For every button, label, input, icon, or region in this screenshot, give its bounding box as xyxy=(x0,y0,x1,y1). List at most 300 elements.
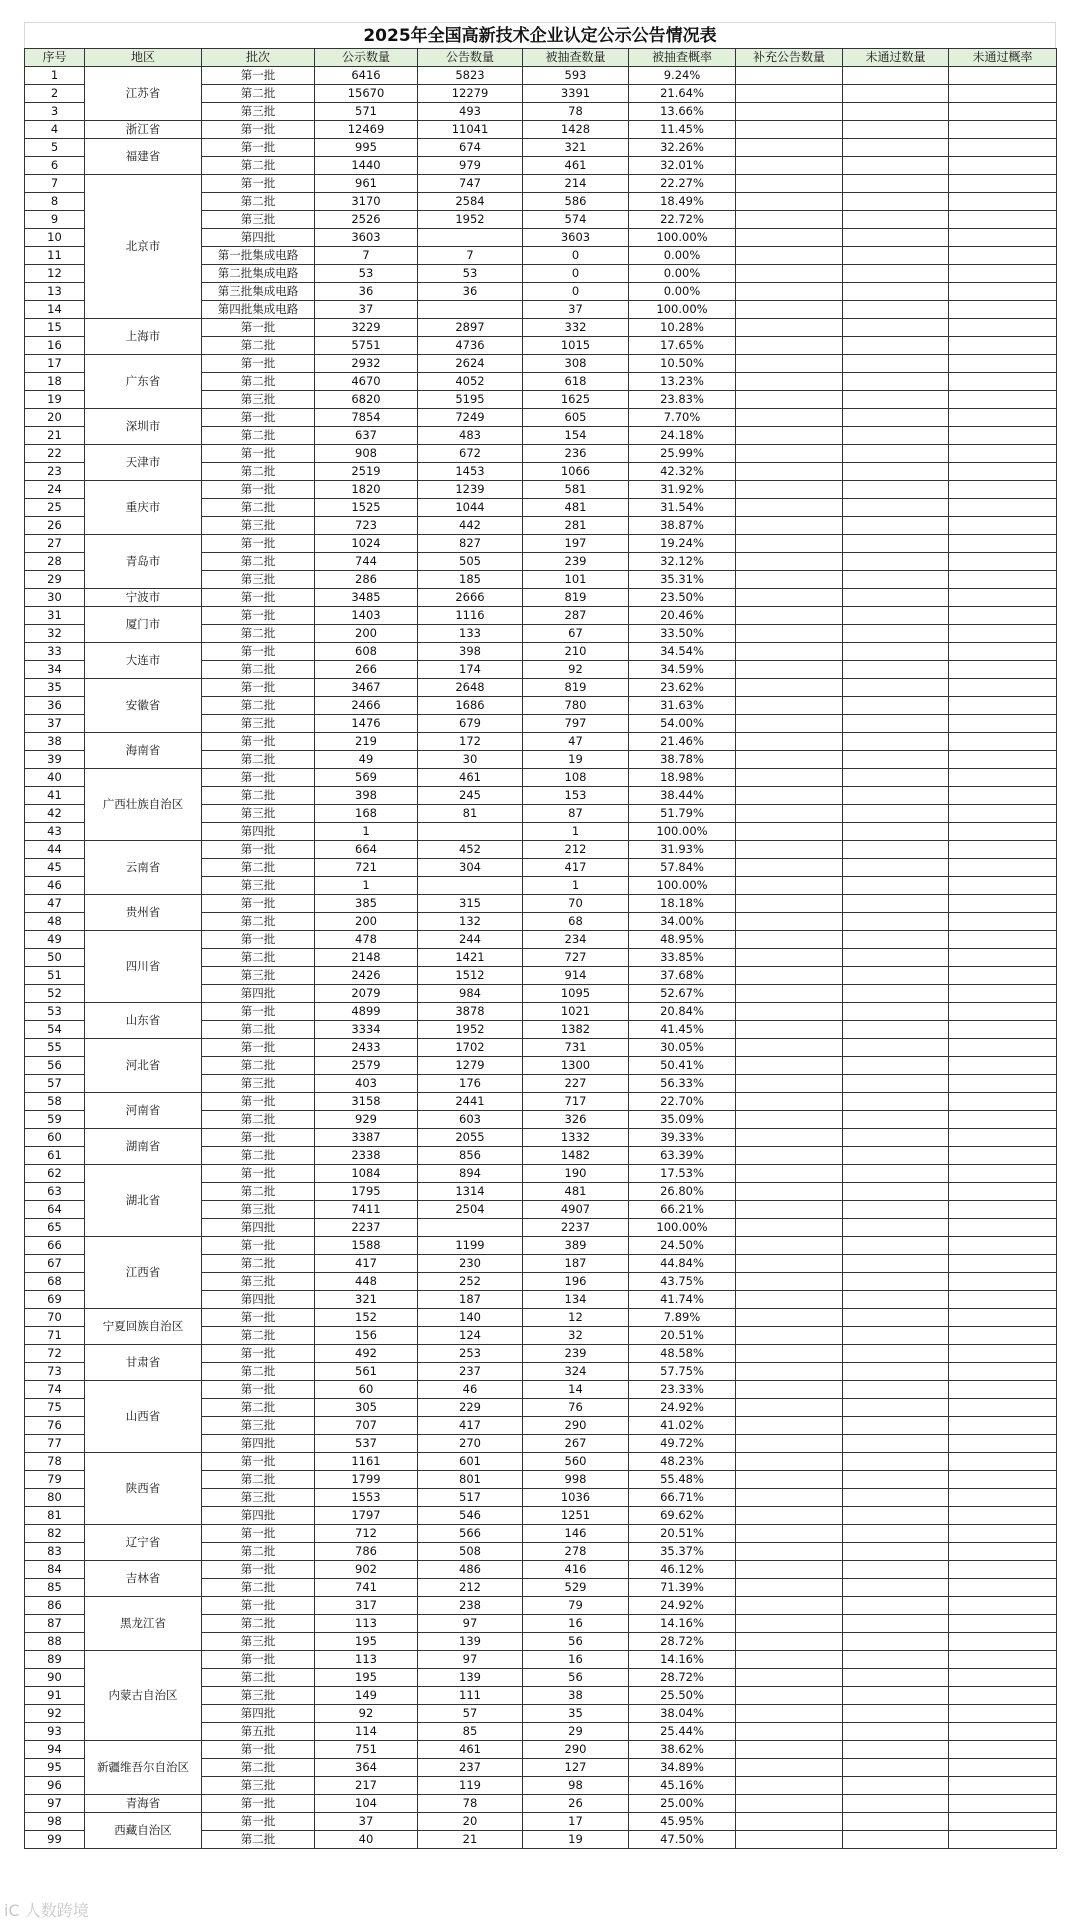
cell-batch: 第三批 xyxy=(202,715,315,733)
cell-sampled: 605 xyxy=(523,409,629,427)
cell-failed xyxy=(843,841,949,859)
cell-index: 16 xyxy=(25,337,85,355)
cell-batch: 第一批 xyxy=(202,1345,315,1363)
cell-failed xyxy=(843,769,949,787)
cell-sample-rate: 31.92% xyxy=(629,481,736,499)
cell-announced: 81 xyxy=(418,805,523,823)
cell-index: 92 xyxy=(25,1705,85,1723)
table-row xyxy=(25,607,1057,625)
cell-fail-rate xyxy=(949,1471,1057,1489)
cell-supplement xyxy=(736,1147,843,1165)
cell-region: 四川省 xyxy=(85,931,202,1003)
cell-sample-rate: 0.00% xyxy=(629,283,736,301)
cell-sampled: 326 xyxy=(523,1111,629,1129)
cell-announced: 139 xyxy=(418,1669,523,1687)
cell-fail-rate xyxy=(949,967,1057,985)
cell-batch: 第一批 xyxy=(202,769,315,787)
table-row xyxy=(25,1453,1057,1471)
cell-fail-rate xyxy=(949,1741,1057,1759)
cell-failed xyxy=(843,1309,949,1327)
cell-sample-rate: 71.39% xyxy=(629,1579,736,1597)
cell-batch: 第一批 xyxy=(202,535,315,553)
header-announced: 公告数量 xyxy=(418,49,523,67)
cell-supplement xyxy=(736,625,843,643)
table-row xyxy=(25,1165,1057,1183)
cell-index: 29 xyxy=(25,571,85,589)
cell-supplement xyxy=(736,841,843,859)
cell-failed xyxy=(843,1795,949,1813)
cell-supplement xyxy=(736,1489,843,1507)
cell-failed xyxy=(843,1759,949,1777)
cell-published: 929 xyxy=(315,1111,418,1129)
cell-batch: 第二批 xyxy=(202,373,315,391)
cell-index: 11 xyxy=(25,247,85,265)
cell-published: 398 xyxy=(315,787,418,805)
cell-announced: 237 xyxy=(418,1363,523,1381)
cell-failed xyxy=(843,1525,949,1543)
cell-supplement xyxy=(736,1615,843,1633)
cell-index: 70 xyxy=(25,1309,85,1327)
cell-failed xyxy=(843,1417,949,1435)
cell-batch: 第一批 xyxy=(202,679,315,697)
cell-announced: 97 xyxy=(418,1615,523,1633)
cell-batch: 第一批 xyxy=(202,1093,315,1111)
cell-batch: 第三批 xyxy=(202,103,315,121)
cell-supplement xyxy=(736,1165,843,1183)
cell-region: 青岛市 xyxy=(85,535,202,589)
cell-announced xyxy=(418,301,523,319)
cell-supplement xyxy=(736,1111,843,1129)
cell-fail-rate xyxy=(949,1093,1057,1111)
cell-sampled: 287 xyxy=(523,607,629,625)
cell-announced: 252 xyxy=(418,1273,523,1291)
cell-sample-rate: 17.65% xyxy=(629,337,736,355)
cell-supplement xyxy=(736,985,843,1003)
cell-fail-rate xyxy=(949,499,1057,517)
cell-failed xyxy=(843,1579,949,1597)
cell-announced: 1239 xyxy=(418,481,523,499)
cell-failed xyxy=(843,1363,949,1381)
cell-sample-rate: 9.24% xyxy=(629,67,736,85)
cell-fail-rate xyxy=(949,1795,1057,1813)
cell-failed xyxy=(843,1615,949,1633)
cell-published: 3485 xyxy=(315,589,418,607)
cell-sample-rate: 48.23% xyxy=(629,1453,736,1471)
cell-index: 77 xyxy=(25,1435,85,1453)
cell-failed xyxy=(843,1147,949,1165)
cell-failed xyxy=(843,697,949,715)
cell-failed xyxy=(843,445,949,463)
cell-sampled: 134 xyxy=(523,1291,629,1309)
cell-announced: 984 xyxy=(418,985,523,1003)
cell-fail-rate xyxy=(949,1399,1057,1417)
cell-supplement xyxy=(736,1543,843,1561)
cell-index: 42 xyxy=(25,805,85,823)
cell-sampled: 190 xyxy=(523,1165,629,1183)
cell-supplement xyxy=(736,427,843,445)
cell-fail-rate xyxy=(949,1003,1057,1021)
table-row xyxy=(25,589,1057,607)
cell-index: 14 xyxy=(25,301,85,319)
cell-failed xyxy=(843,517,949,535)
cell-failed xyxy=(843,157,949,175)
cell-supplement xyxy=(736,1777,843,1795)
cell-published: 744 xyxy=(315,553,418,571)
cell-sample-rate: 56.33% xyxy=(629,1075,736,1093)
cell-batch: 第二批 xyxy=(202,1255,315,1273)
cell-published: 1795 xyxy=(315,1183,418,1201)
cell-region: 辽宁省 xyxy=(85,1525,202,1561)
cell-announced: 46 xyxy=(418,1381,523,1399)
cell-sample-rate: 35.31% xyxy=(629,571,736,589)
cell-batch: 第二批 xyxy=(202,625,315,643)
cell-region: 深圳市 xyxy=(85,409,202,445)
cell-region: 黑龙江省 xyxy=(85,1597,202,1651)
cell-failed xyxy=(843,607,949,625)
cell-batch: 第一批 xyxy=(202,175,315,193)
cell-failed xyxy=(843,625,949,643)
cell-batch: 第五批 xyxy=(202,1723,315,1741)
cell-index: 25 xyxy=(25,499,85,517)
cell-index: 28 xyxy=(25,553,85,571)
cell-fail-rate xyxy=(949,121,1057,139)
cell-batch: 第二批 xyxy=(202,1327,315,1345)
cell-index: 89 xyxy=(25,1651,85,1669)
table-row xyxy=(25,895,1057,913)
cell-index: 82 xyxy=(25,1525,85,1543)
cell-supplement xyxy=(736,247,843,265)
cell-announced: 747 xyxy=(418,175,523,193)
cell-fail-rate xyxy=(949,103,1057,121)
cell-published: 1024 xyxy=(315,535,418,553)
cell-supplement xyxy=(736,1363,843,1381)
cell-sampled: 47 xyxy=(523,733,629,751)
cell-batch: 第二批 xyxy=(202,85,315,103)
cell-sampled: 308 xyxy=(523,355,629,373)
table-row xyxy=(25,931,1057,949)
cell-sampled: 92 xyxy=(523,661,629,679)
cell-sample-rate: 41.02% xyxy=(629,1417,736,1435)
cell-batch: 第二批 xyxy=(202,1543,315,1561)
cell-announced: 2648 xyxy=(418,679,523,697)
cell-sampled: 417 xyxy=(523,859,629,877)
cell-announced: 11041 xyxy=(418,121,523,139)
cell-supplement xyxy=(736,553,843,571)
table-row xyxy=(25,1795,1057,1813)
cell-announced: 603 xyxy=(418,1111,523,1129)
cell-sample-rate: 30.05% xyxy=(629,1039,736,1057)
cell-index: 61 xyxy=(25,1147,85,1165)
cell-failed xyxy=(843,1093,949,1111)
cell-supplement xyxy=(736,1561,843,1579)
cell-supplement xyxy=(736,1057,843,1075)
cell-published: 569 xyxy=(315,769,418,787)
cell-failed xyxy=(843,661,949,679)
cell-fail-rate xyxy=(949,67,1057,85)
cell-index: 96 xyxy=(25,1777,85,1795)
cell-batch: 第一批 xyxy=(202,355,315,373)
cell-sample-rate: 25.99% xyxy=(629,445,736,463)
cell-batch: 第四批 xyxy=(202,229,315,247)
cell-sample-rate: 66.71% xyxy=(629,1489,736,1507)
cell-index: 55 xyxy=(25,1039,85,1057)
cell-supplement xyxy=(736,535,843,553)
cell-failed xyxy=(843,1039,949,1057)
cell-sample-rate: 13.23% xyxy=(629,373,736,391)
cell-failed xyxy=(843,877,949,895)
cell-index: 4 xyxy=(25,121,85,139)
cell-fail-rate xyxy=(949,391,1057,409)
cell-sample-rate: 50.41% xyxy=(629,1057,736,1075)
cell-sample-rate: 10.28% xyxy=(629,319,736,337)
cell-published: 2079 xyxy=(315,985,418,1003)
cell-batch: 第三批 xyxy=(202,1417,315,1435)
cell-announced xyxy=(418,877,523,895)
cell-fail-rate xyxy=(949,823,1057,841)
cell-supplement xyxy=(736,823,843,841)
cell-fail-rate xyxy=(949,1453,1057,1471)
cell-index: 63 xyxy=(25,1183,85,1201)
cell-failed xyxy=(843,1831,949,1849)
cell-failed xyxy=(843,1399,949,1417)
cell-fail-rate xyxy=(949,229,1057,247)
cell-sample-rate: 48.58% xyxy=(629,1345,736,1363)
cell-published: 114 xyxy=(315,1723,418,1741)
cell-announced: 483 xyxy=(418,427,523,445)
cell-batch: 第一批 xyxy=(202,445,315,463)
cell-published: 40 xyxy=(315,1831,418,1849)
cell-region: 上海市 xyxy=(85,319,202,355)
cell-index: 85 xyxy=(25,1579,85,1597)
cell-batch: 第一批 xyxy=(202,931,315,949)
cell-index: 23 xyxy=(25,463,85,481)
table-row xyxy=(25,67,1057,85)
cell-announced: 237 xyxy=(418,1759,523,1777)
cell-announced: 486 xyxy=(418,1561,523,1579)
cell-index: 31 xyxy=(25,607,85,625)
cell-failed xyxy=(843,1075,949,1093)
cell-announced: 111 xyxy=(418,1687,523,1705)
cell-index: 64 xyxy=(25,1201,85,1219)
cell-sampled: 236 xyxy=(523,445,629,463)
cell-supplement xyxy=(736,391,843,409)
cell-supplement xyxy=(736,1507,843,1525)
cell-sample-rate: 39.33% xyxy=(629,1129,736,1147)
cell-batch: 第一批 xyxy=(202,1381,315,1399)
cell-sample-rate: 34.59% xyxy=(629,661,736,679)
cell-sampled: 1482 xyxy=(523,1147,629,1165)
cell-sampled: 12 xyxy=(523,1309,629,1327)
table-row xyxy=(25,409,1057,427)
table-row xyxy=(25,121,1057,139)
cell-fail-rate xyxy=(949,1543,1057,1561)
cell-index: 27 xyxy=(25,535,85,553)
cell-index: 33 xyxy=(25,643,85,661)
header-failed: 未通过数量 xyxy=(843,49,949,67)
cell-published: 364 xyxy=(315,1759,418,1777)
cell-fail-rate xyxy=(949,1273,1057,1291)
cell-sampled: 0 xyxy=(523,265,629,283)
cell-index: 88 xyxy=(25,1633,85,1651)
cell-batch: 第一批 xyxy=(202,1651,315,1669)
cell-region: 宁夏回族自治区 xyxy=(85,1309,202,1345)
cell-batch: 第二批 xyxy=(202,499,315,517)
cell-batch: 第一批 xyxy=(202,1597,315,1615)
cell-supplement xyxy=(736,1723,843,1741)
cell-published: 1440 xyxy=(315,157,418,175)
cell-fail-rate xyxy=(949,445,1057,463)
cell-sampled: 290 xyxy=(523,1741,629,1759)
cell-batch: 第一批 xyxy=(202,607,315,625)
cell-published: 723 xyxy=(315,517,418,535)
cell-announced: 2055 xyxy=(418,1129,523,1147)
cell-failed xyxy=(843,85,949,103)
cell-failed xyxy=(843,1345,949,1363)
cell-published: 571 xyxy=(315,103,418,121)
cell-batch: 第一批 xyxy=(202,589,315,607)
cell-failed xyxy=(843,337,949,355)
cell-sampled: 1 xyxy=(523,877,629,895)
cell-published: 2338 xyxy=(315,1147,418,1165)
cell-batch: 第三批 xyxy=(202,805,315,823)
cell-announced: 674 xyxy=(418,139,523,157)
cell-failed xyxy=(843,1489,949,1507)
cell-index: 49 xyxy=(25,931,85,949)
cell-batch: 第三批 xyxy=(202,211,315,229)
cell-sampled: 78 xyxy=(523,103,629,121)
cell-sampled: 1015 xyxy=(523,337,629,355)
cell-region: 厦门市 xyxy=(85,607,202,643)
cell-failed xyxy=(843,1651,949,1669)
cell-batch: 第三批 xyxy=(202,1075,315,1093)
cell-published: 2148 xyxy=(315,949,418,967)
cell-index: 24 xyxy=(25,481,85,499)
cell-index: 19 xyxy=(25,391,85,409)
cell-failed xyxy=(843,103,949,121)
cell-sample-rate: 63.39% xyxy=(629,1147,736,1165)
cell-region: 河南省 xyxy=(85,1093,202,1129)
cell-batch: 第一批 xyxy=(202,1813,315,1831)
cell-fail-rate xyxy=(949,1579,1057,1597)
cell-fail-rate xyxy=(949,1507,1057,1525)
cell-failed xyxy=(843,121,949,139)
cell-region: 新疆维吾尔自治区 xyxy=(85,1741,202,1795)
cell-sample-rate: 20.51% xyxy=(629,1525,736,1543)
cell-batch: 第一批 xyxy=(202,409,315,427)
cell-supplement xyxy=(736,859,843,877)
cell-failed xyxy=(843,1597,949,1615)
cell-published: 286 xyxy=(315,571,418,589)
cell-index: 38 xyxy=(25,733,85,751)
cell-fail-rate xyxy=(949,247,1057,265)
cell-announced: 566 xyxy=(418,1525,523,1543)
cell-published: 448 xyxy=(315,1273,418,1291)
cell-fail-rate xyxy=(949,697,1057,715)
cell-announced: 1116 xyxy=(418,607,523,625)
cell-announced: 4736 xyxy=(418,337,523,355)
cell-index: 78 xyxy=(25,1453,85,1471)
cell-sample-rate: 55.48% xyxy=(629,1471,736,1489)
cell-published: 317 xyxy=(315,1597,418,1615)
cell-region: 北京市 xyxy=(85,175,202,319)
table-title: 2025年全国高新技术企业认定公示公告情况表 xyxy=(24,22,1056,48)
cell-batch: 第二批 xyxy=(202,1363,315,1381)
cell-batch: 第一批 xyxy=(202,1003,315,1021)
cell-announced: 85 xyxy=(418,1723,523,1741)
cell-batch: 第二批 xyxy=(202,553,315,571)
cell-index: 74 xyxy=(25,1381,85,1399)
cell-supplement xyxy=(736,679,843,697)
cell-failed xyxy=(843,1327,949,1345)
cell-sampled: 197 xyxy=(523,535,629,553)
cell-fail-rate xyxy=(949,913,1057,931)
cell-sampled: 29 xyxy=(523,1723,629,1741)
cell-fail-rate xyxy=(949,319,1057,337)
cell-sample-rate: 38.62% xyxy=(629,1741,736,1759)
cell-region: 宁波市 xyxy=(85,589,202,607)
cell-fail-rate xyxy=(949,211,1057,229)
cell-published: 7854 xyxy=(315,409,418,427)
cell-failed xyxy=(843,427,949,445)
cell-announced: 508 xyxy=(418,1543,523,1561)
cell-batch: 第三批 xyxy=(202,517,315,535)
cell-failed xyxy=(843,895,949,913)
cell-fail-rate xyxy=(949,517,1057,535)
cell-sample-rate: 51.79% xyxy=(629,805,736,823)
cell-failed xyxy=(843,229,949,247)
header-published: 公示数量 xyxy=(315,49,418,67)
cell-announced: 5195 xyxy=(418,391,523,409)
cell-region: 重庆市 xyxy=(85,481,202,535)
cell-index: 12 xyxy=(25,265,85,283)
table-row xyxy=(25,769,1057,787)
cell-supplement xyxy=(736,1219,843,1237)
cell-sample-rate: 57.75% xyxy=(629,1363,736,1381)
cell-announced: 2666 xyxy=(418,589,523,607)
cell-index: 44 xyxy=(25,841,85,859)
table-row xyxy=(25,733,1057,751)
cell-sampled: 1332 xyxy=(523,1129,629,1147)
cell-fail-rate xyxy=(949,553,1057,571)
cell-published: 908 xyxy=(315,445,418,463)
cell-sample-rate: 11.45% xyxy=(629,121,736,139)
cell-batch: 第二批 xyxy=(202,1831,315,1849)
cell-batch: 第一批 xyxy=(202,1453,315,1471)
cell-failed xyxy=(843,1741,949,1759)
cell-published: 1161 xyxy=(315,1453,418,1471)
cell-batch: 第二批 xyxy=(202,697,315,715)
cell-supplement xyxy=(736,805,843,823)
cell-index: 37 xyxy=(25,715,85,733)
cell-sample-rate: 38.04% xyxy=(629,1705,736,1723)
cell-fail-rate xyxy=(949,841,1057,859)
cell-supplement xyxy=(736,1273,843,1291)
cell-fail-rate xyxy=(949,1075,1057,1093)
cell-sampled: 1066 xyxy=(523,463,629,481)
header-batch: 批次 xyxy=(202,49,315,67)
cell-supplement xyxy=(736,1327,843,1345)
cell-index: 59 xyxy=(25,1111,85,1129)
table-row xyxy=(25,643,1057,661)
cell-fail-rate xyxy=(949,1489,1057,1507)
cell-batch: 第二批 xyxy=(202,787,315,805)
cell-batch: 第四批 xyxy=(202,1219,315,1237)
cell-index: 68 xyxy=(25,1273,85,1291)
cell-supplement xyxy=(736,877,843,895)
cell-sample-rate: 17.53% xyxy=(629,1165,736,1183)
cell-published: 1588 xyxy=(315,1237,418,1255)
cell-sample-rate: 0.00% xyxy=(629,265,736,283)
